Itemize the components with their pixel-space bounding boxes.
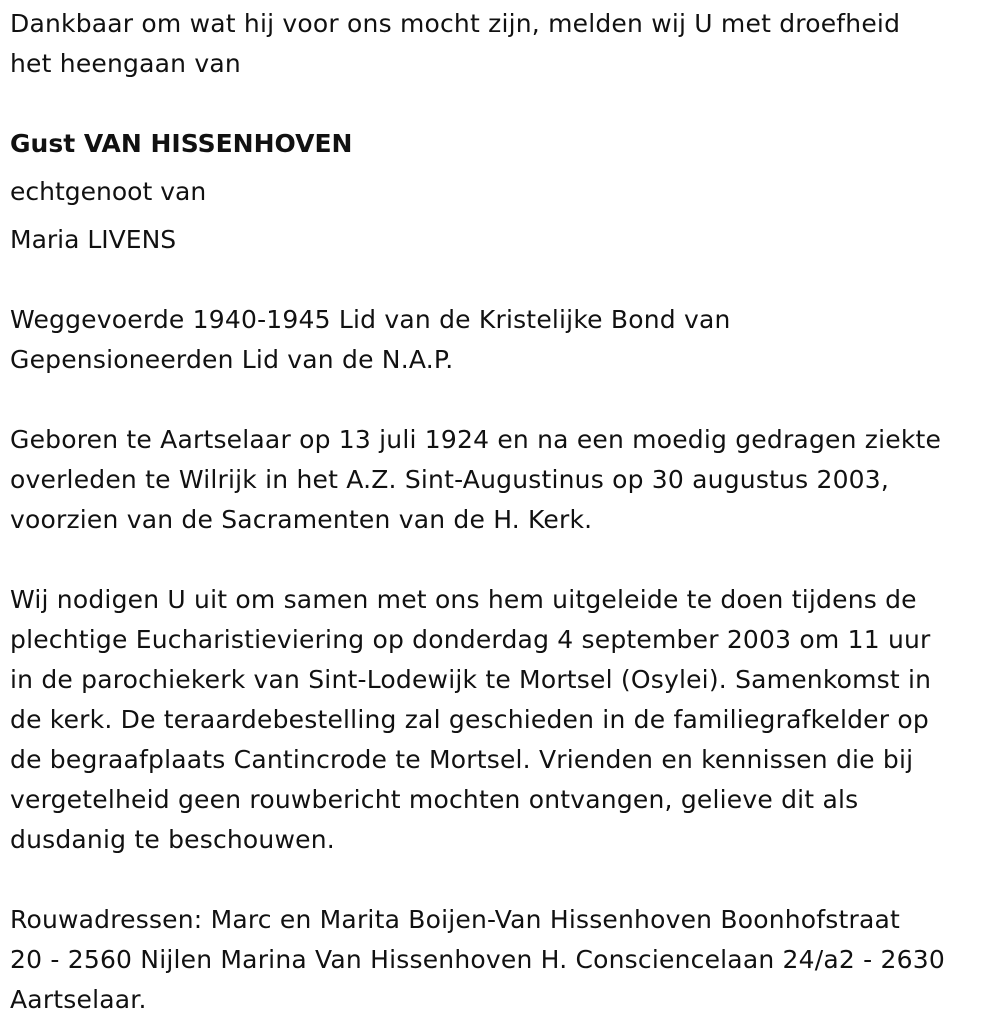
funeral-invitation-paragraph xyxy=(10,580,990,860)
life-details-line: Geboren te Aartselaar op 13 juli 1924 en na een moedig gedragen ziekte xyxy=(10,425,942,454)
life-details-paragraph xyxy=(10,420,990,540)
life-details-line: overleden te Wilrijk in het A.Z. Sint-Augustinus op 30 augustus 2003, xyxy=(10,465,890,494)
funeral-invitation-line: dusdanig te beschouwen. xyxy=(10,825,335,854)
funeral-invitation-line: vergetelheid geen rouwbericht mochten ontvangen, gelieve dit als xyxy=(10,785,859,814)
memberships-paragraph xyxy=(10,300,990,380)
addresses-paragraph xyxy=(10,900,990,1020)
memberships-line: Weggevoerde 1940-1945 Lid van de Kristelijke Bond van xyxy=(10,305,731,334)
relation-label: echtgenoot van xyxy=(10,177,207,206)
memberships-line: Gepensioneerden Lid van de N.A.P. xyxy=(10,345,454,374)
deceased-name: Gust VAN HISSENHOVEN xyxy=(10,129,353,158)
funeral-invitation-line: de begraafplaats Cantincrode te Mortsel. Vrienden en kennissen die bij xyxy=(10,745,914,774)
life-details-line: voorzien van de Sacramenten van de H. Kerk. xyxy=(10,505,593,534)
funeral-invitation-line: de kerk. De teraardebestelling zal geschieden in de familiegrafkelder op xyxy=(10,705,929,734)
funeral-invitation-line: in de parochiekerk van Sint-Lodewijk te Mortsel (Osylei). Samenkomst in xyxy=(10,665,932,694)
intro-line: het heengaan van xyxy=(10,49,241,78)
intro-paragraph xyxy=(10,4,990,84)
addresses-line: 20 - 2560 Nijlen Marina Van Hissenhoven H. Consciencelaan 24/a2 - 2630 xyxy=(10,945,945,974)
addresses-line: Aartselaar. xyxy=(10,985,147,1014)
addresses-line: Rouwadressen: Marc en Marita Boijen-Van Hissenhoven Boonhofstraat xyxy=(10,905,901,934)
spouse-name: Maria LIVENS xyxy=(10,225,177,254)
funeral-invitation-line: plechtige Eucharistieviering op donderdag 4 september 2003 om 11 uur xyxy=(10,625,931,654)
intro-line: Dankbaar om wat hij voor ons mocht zijn, melden wij U met droefheid xyxy=(10,9,901,38)
funeral-invitation-line: Wij nodigen U uit om samen met ons hem uitgeleide te doen tijdens de xyxy=(10,585,917,614)
